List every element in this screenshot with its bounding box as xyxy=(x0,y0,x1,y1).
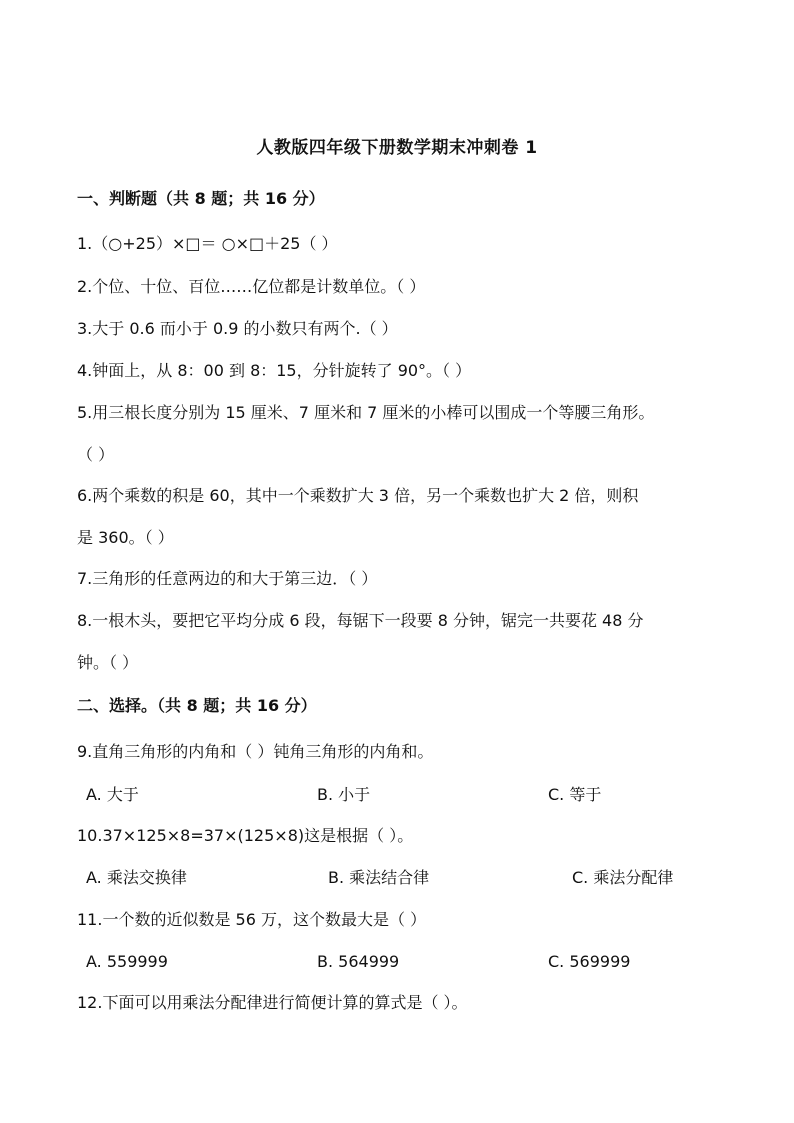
question-3: 3.大于 0.6 而小于 0.9 的小数只有两个.（ ） xyxy=(77,319,398,338)
question-9-options xyxy=(0,784,794,808)
question-11-option-a: A. 559999 xyxy=(86,952,168,971)
question-10-option-a: A. 乘法交换律 xyxy=(86,868,187,887)
question-10-option-c: C. 乘法分配律 xyxy=(572,868,674,887)
section-heading-true-false: 一、判断题（共 8 题；共 16 分） xyxy=(77,189,325,208)
question-2: 2.个位、十位、百位……亿位都是计数单位。（ ） xyxy=(77,277,426,296)
question-5-line-2: （ ） xyxy=(77,445,115,464)
question-5-line-1: 5.用三根长度分别为 15 厘米、7 厘米和 7 厘米的小棒可以围成一个等腰三角形。 xyxy=(77,403,655,422)
question-9-option-c: C. 等于 xyxy=(548,785,602,804)
question-1: 1.（○+25）×□＝ ○×□＋25（ ） xyxy=(77,234,338,253)
question-11-option-c: C. 569999 xyxy=(548,952,631,971)
question-11-options xyxy=(0,951,794,975)
question-11-option-b: B. 564999 xyxy=(317,952,400,971)
question-4: 4.钟面上，从 8：00 到 8：15，分针旋转了 90°。（ ） xyxy=(77,361,472,380)
question-12: 12.下面可以用乘法分配律进行简便计算的算式是（ ）。 xyxy=(77,993,468,1012)
question-11: 11.一个数的近似数是 56 万，这个数最大是（ ） xyxy=(77,910,427,929)
question-6-line-2: 是 360。（ ） xyxy=(77,528,174,547)
question-10: 10.37×125×8=37×(125×8)这是根据（ ）。 xyxy=(77,826,414,845)
question-9-option-a: A. 大于 xyxy=(86,785,139,804)
question-8-line-2: 钟。（ ） xyxy=(77,653,139,672)
question-9-option-b: B. 小于 xyxy=(317,785,371,804)
question-7: 7.三角形的任意两边的和大于第三边．（ ） xyxy=(77,569,378,588)
question-10-options xyxy=(0,867,794,891)
question-9: 9.直角三角形的内角和（ ）钝角三角形的内角和。 xyxy=(77,742,434,761)
section-heading-multiple-choice: 二、选择。（共 8 题；共 16 分） xyxy=(77,696,317,715)
question-10-option-b: B. 乘法结合律 xyxy=(328,868,430,887)
exam-title: 人教版四年级下册数学期末冲刺卷 1 xyxy=(256,138,538,158)
question-6-line-1: 6.两个乘数的积是 60，其中一个乘数扩大 3 倍，另一个乘数也扩大 2 倍，则积 xyxy=(77,486,639,505)
question-8-line-1: 8.一根木头，要把它平均分成 6 段，每锯下一段要 8 分钟，锯完一共要花 48 分 xyxy=(77,611,644,630)
